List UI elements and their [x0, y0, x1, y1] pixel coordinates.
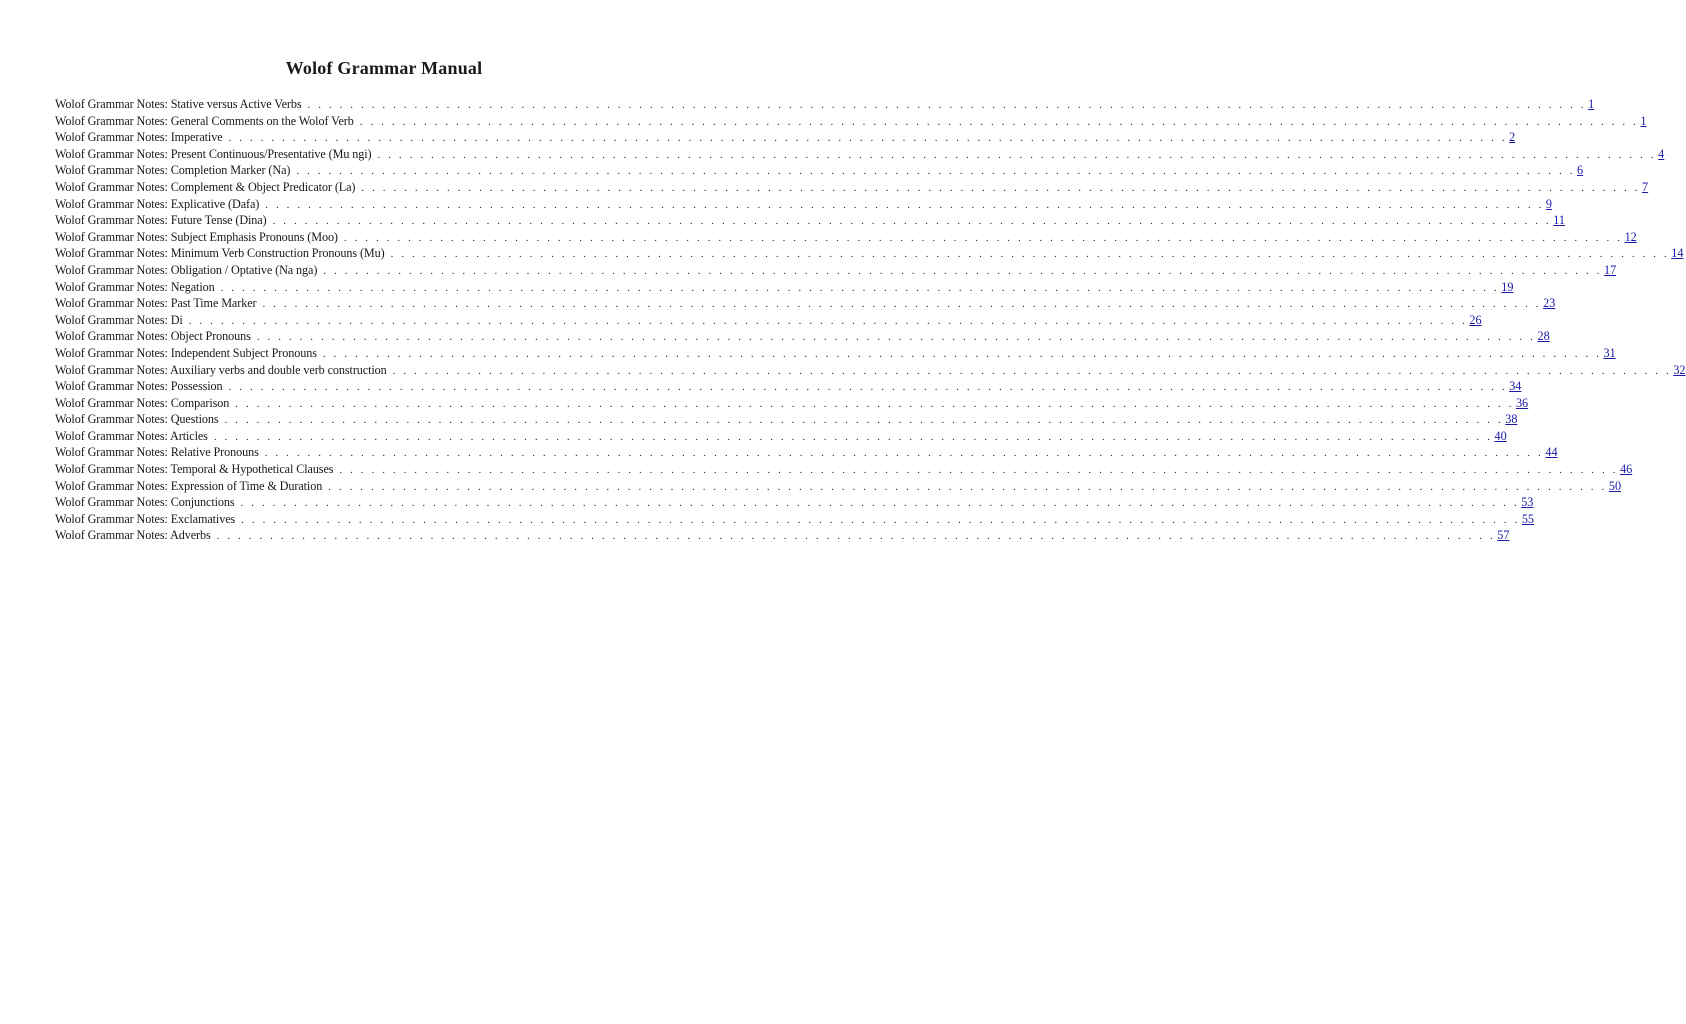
dot-leader: . . . . . . . . . . . . . . . . . . . . . . . . . . . . . . . . . . . . . . . . . . . . . . . . . . . . . . . . . . . . . . . . . . . . . . . . . . . . . . . . . . . . . . . . . . . . . . . . . . . . . . . . . . . . . . . . . . . . . . . .: [228, 381, 1508, 394]
toc-entry-label: Wolof Grammar Notes: Comparison: [55, 395, 230, 410]
dot-leader: . . . . . . . . . . . . . . . . . . . . . . . . . . . . . . . . . . . . . . . . . . . . . . . . . . . . . . . . . . . . . . . . . . . . . . . . . . . . . . . . . . . . . . . . . . . . . . . . . . . . . . . . . . . . . . . . . . . . . . . .: [359, 115, 1639, 128]
toc-page-link[interactable]: 4: [1658, 146, 1665, 161]
dot-leader: . . . . . . . . . . . . . . . . . . . . . . . . . . . . . . . . . . . . . . . . . . . . . . . . . . . . . . . . . . . . . . . . . . . . . . . . . . . . . . . . . . . . . . . . . . . . . . . . . . . . . . . . . . . . . . . . . . . . . . . .: [216, 530, 1496, 543]
toc-entry: [55, 146, 1665, 163]
toc-page-link[interactable]: 40: [1494, 428, 1507, 443]
toc-entry-label: Wolof Grammar Notes: Past Time Marker: [55, 296, 257, 311]
dot-leader: . . . . . . . . . . . . . . . . . . . . . . . . . . . . . . . . . . . . . . . . . . . . . . . . . . . . . . . . . . . . . . . . . . . . . . . . . . . . . . . . . . . . . . . . . . . . . . . . . . . . . . . . . . . . . . . . . . . . . . . .: [265, 198, 1544, 211]
toc-page-link[interactable]: 23: [1543, 296, 1556, 311]
toc-entry: [55, 245, 1684, 262]
dot-leader: . . . . . . . . . . . . . . . . . . . . . . . . . . . . . . . . . . . . . . . . . . . . . . . . . . . . . . . . . . . . . . . . . . . . . . . . . . . . . . . . . . . . . . . . . . . . . . . . . . . . . . . . . . . . . . . . . . . . . . . .: [339, 464, 1619, 477]
toc-entry: [55, 113, 1647, 130]
toc-entry: [55, 511, 1535, 528]
dot-leader: . . . . . . . . . . . . . . . . . . . . . . . . . . . . . . . . . . . . . . . . . . . . . . . . . . . . . . . . . . . . . . . . . . . . . . . . . . . . . . . . . . . . . . . . . . . . . . . . . . . . . . . . . . . . . . . . . . . . . . . .: [240, 497, 1520, 510]
toc-page-link[interactable]: 38: [1505, 412, 1518, 427]
toc-entry: [55, 229, 1637, 246]
toc-entry-label: Wolof Grammar Notes: Present Continuous/Presentative (Mu ngi): [55, 146, 372, 161]
toc-page-link[interactable]: 7: [1642, 179, 1649, 194]
dot-leader: . . . . . . . . . . . . . . . . . . . . . . . . . . . . . . . . . . . . . . . . . . . . . . . . . . . . . . . . . . . . . . . . . . . . . . . . . . . . . . . . . . . . . . . . . . . . . . . . . . . . . . . . . . . . . . . . . . . . . . . .: [188, 314, 1468, 327]
toc-entry-label: Wolof Grammar Notes: Imperative: [55, 130, 223, 145]
toc-entry: [55, 162, 1584, 179]
toc-entry: [55, 395, 1529, 412]
page-title: Wolof Grammar Manual: [285, 58, 483, 78]
dot-leader: . . . . . . . . . . . . . . . . . . . . . . . . . . . . . . . . . . . . . . . . . . . . . . . . . . . . . . . . . . . . . . . . . . . . . . . . . . . . . . . . . . . . . . . . . . . . . . . . . . . . . . . . . . . . . . . . . . . . . . . .: [220, 281, 1500, 294]
dot-leader: . . . . . . . . . . . . . . . . . . . . . . . . . . . . . . . . . . . . . . . . . . . . . . . . . . . . . . . . . . . . . . . . . . . . . . . . . . . . . . . . . . . . . . . . . . . . . . . . . . . . . . . . . . . . . . . . . . . . . . . .: [264, 447, 1544, 460]
dot-leader: . . . . . . . . . . . . . . . . . . . . . . . . . . . . . . . . . . . . . . . . . . . . . . . . . . . . . . . . . . . . . . . . . . . . . . . . . . . . . . . . . . . . . . . . . . . . . . . . . . . . . . . . . . . . . . . . . . . . . . . .: [235, 397, 1514, 410]
dot-leader: . . . . . . . . . . . . . . . . . . . . . . . . . . . . . . . . . . . . . . . . . . . . . . . . . . . . . . . . . . . . . . . . . . . . . . . . . . . . . . . . . . . . . . . . . . . . . . . . . . . . . . . . . . . . . . . . . . . . . . . .: [296, 165, 1576, 178]
dot-leader: . . . . . . . . . . . . . . . . . . . . . . . . . . . . . . . . . . . . . . . . . . . . . . . . . . . . . . . . . . . . . . . . . . . . . . . . . . . . . . . . . . . . . . . . . . . . . . . . . . . . . . . . . . . . . . . . . . . . . . . .: [228, 132, 1508, 145]
toc-page-link[interactable]: 1: [1588, 97, 1595, 111]
toc-entry-label: Wolof Grammar Notes: Articles: [55, 428, 208, 443]
dot-leader: . . . . . . . . . . . . . . . . . . . . . . . . . . . . . . . . . . . . . . . . . . . . . . . . . . . . . . . . . . . . . . . . . . . . . . . . . . . . . . . . . . . . . . . . . . . . . . . . . . . . . . . . . . . . . . . . . . . . . . . .: [307, 99, 1587, 111]
toc-entry: [55, 428, 1507, 445]
toc-entry-label: Wolof Grammar Notes: Expression of Time & Duration: [55, 478, 323, 493]
toc-page-link[interactable]: 19: [1501, 279, 1514, 294]
toc-entry: [55, 196, 1553, 213]
toc-entry-label: Wolof Grammar Notes: Auxiliary verbs and double verb construction: [55, 362, 387, 377]
toc-page-link[interactable]: 14: [1671, 246, 1684, 261]
toc-page-link[interactable]: 6: [1577, 163, 1584, 178]
toc-entry-label: Wolof Grammar Notes: Obligation / Optative (Na nga): [55, 262, 318, 277]
toc-entry-label: Wolof Grammar Notes: Negation: [55, 279, 215, 294]
toc-page-link[interactable]: 26: [1469, 312, 1482, 327]
toc-page-link[interactable]: 46: [1620, 462, 1633, 477]
toc-entry: [55, 362, 1686, 379]
toc-entry-label: Wolof Grammar Notes: Possession: [55, 379, 223, 394]
toc-page-link[interactable]: 55: [1521, 511, 1535, 526]
toc-entry-label: Wolof Grammar Notes: Subject Emphasis Pronouns (Moo): [55, 229, 338, 244]
toc-entry: [55, 378, 1522, 395]
toc-entry: [55, 129, 1516, 146]
toc-page-link[interactable]: 12: [1624, 229, 1637, 244]
toc-entry: [55, 345, 1616, 362]
toc-page-link[interactable]: 34: [1509, 379, 1522, 394]
toc-page-link[interactable]: 9: [1545, 196, 1553, 211]
toc-entry-label: Wolof Grammar Notes: Relative Pronouns: [55, 445, 259, 460]
toc-entry-label: Wolof Grammar Notes: Independent Subject Pronouns: [55, 345, 317, 360]
table-of-contents: [55, 96, 1686, 544]
dot-leader: . . . . . . . . . . . . . . . . . . . . . . . . . . . . . . . . . . . . . . . . . . . . . . . . . . . . . . . . . . . . . . . . . . . . . . . . . . . . . . . . . . . . . . . . . . . . . . . . . . . . . . . . . . . . . . . . . . . . . . . .: [322, 347, 1602, 360]
toc-entry-label: Wolof Grammar Notes: Explicative (Dafa): [55, 196, 260, 211]
toc-page-link[interactable]: 1: [1640, 113, 1647, 128]
dot-leader: . . . . . . . . . . . . . . . . . . . . . . . . . . . . . . . . . . . . . . . . . . . . . . . . . . . . . . . . . . . . . . . . . . . . . . . . . . . . . . . . . . . . . . . . . . . . . . . . . . . . . . . . . . . . . . . . . . . . . . . .: [224, 414, 1504, 427]
toc-entry-label: Wolof Grammar Notes: Di: [55, 312, 183, 327]
toc-entry: [55, 461, 1633, 478]
toc-entry: [55, 444, 1558, 461]
dot-leader: . . . . . . . . . . . . . . . . . . . . . . . . . . . . . . . . . . . . . . . . . . . . . . . . . . . . . . . . . . . . . . . . . . . . . . . . . . . . . . . . . . . . . . . . . . . . . . . . . . . . . . . . . . . . . . . . . . . . . . . .: [213, 430, 1493, 443]
toc-page-link[interactable]: 36: [1515, 395, 1529, 410]
dot-leader: . . . . . . . . . . . . . . . . . . . . . . . . . . . . . . . . . . . . . . . . . . . . . . . . . . . . . . . . . . . . . . . . . . . . . . . . . . . . . . . . . . . . . . . . . . . . . . . . . . . . . . . . . . . . . . . . . . . . . . . .: [262, 298, 1542, 311]
toc-page-link[interactable]: 50: [1608, 478, 1622, 493]
toc-page-link[interactable]: 44: [1545, 445, 1558, 460]
toc-page-link[interactable]: 57: [1497, 528, 1510, 543]
dot-leader: . . . . . . . . . . . . . . . . . . . . . . . . . . . . . . . . . . . . . . . . . . . . . . . . . . . . . . . . . . . . . . . . . . . . . . . . . . . . . . . . . . . . . . . . . . . . . . . . . . . . . . . . . . . . . . . . . . . . . . . .: [323, 264, 1602, 277]
toc-page-link[interactable]: 32: [1673, 362, 1686, 377]
dot-leader: . . . . . . . . . . . . . . . . . . . . . . . . . . . . . . . . . . . . . . . . . . . . . . . . . . . . . . . . . . . . . . . . . . . . . . . . . . . . . . . . . . . . . . . . . . . . . . . . . . . . . . . . . . . . . . . . . . . . . . . .: [361, 181, 1641, 194]
toc-entry-label: Wolof Grammar Notes: Temporal & Hypothetical Clauses: [55, 462, 334, 477]
toc-entry-label: Wolof Grammar Notes: Adverbs: [55, 528, 211, 543]
toc-entry: [55, 494, 1534, 511]
toc-page-link[interactable]: 17: [1603, 262, 1617, 277]
toc-page-link[interactable]: 2: [1509, 130, 1516, 145]
toc-entry-label: Wolof Grammar Notes: Stative versus Active Verbs: [55, 97, 302, 111]
toc-entry-label: Wolof Grammar Notes: Minimum Verb Construction Pronouns (Mu): [55, 246, 385, 261]
toc-page-link[interactable]: 53: [1521, 495, 1534, 510]
toc-entry: [55, 411, 1518, 428]
toc-entry: [55, 96, 1595, 113]
toc-entry-label: Wolof Grammar Notes: General Comments on the Wolof Verb: [55, 113, 354, 128]
toc-page-link[interactable]: 31: [1603, 345, 1616, 360]
toc-page-link[interactable]: 28: [1537, 329, 1550, 344]
toc-entry-label: Wolof Grammar Notes: Object Pronouns: [55, 329, 251, 344]
dot-leader: . . . . . . . . . . . . . . . . . . . . . . . . . . . . . . . . . . . . . . . . . . . . . . . . . . . . . . . . . . . . . . . . . . . . . . . . . . . . . . . . . . . . . . . . . . . . . . . . . . . . . . . . . . . . . . . . . . . . . . . .: [390, 248, 1670, 261]
toc-entry: [55, 212, 1565, 229]
toc-entry: [55, 328, 1550, 345]
toc-entry: [55, 295, 1556, 312]
toc-entry: [55, 312, 1482, 329]
toc-entry-label: Wolof Grammar Notes: Conjunctions: [55, 495, 235, 510]
toc-entry: [55, 179, 1649, 196]
dot-leader: . . . . . . . . . . . . . . . . . . . . . . . . . . . . . . . . . . . . . . . . . . . . . . . . . . . . . . . . . . . . . . . . . . . . . . . . . . . . . . . . . . . . . . . . . . . . . . . . . . . . . . . . . . . . . . . . . . . . . . . .: [377, 148, 1657, 161]
toc-entry: [55, 262, 1617, 279]
dot-leader: . . . . . . . . . . . . . . . . . . . . . . . . . . . . . . . . . . . . . . . . . . . . . . . . . . . . . . . . . . . . . . . . . . . . . . . . . . . . . . . . . . . . . . . . . . . . . . . . . . . . . . . . . . . . . . . . . . . . . . . .: [328, 480, 1607, 493]
toc-entry: [55, 478, 1622, 495]
toc-entry-label: Wolof Grammar Notes: Questions: [55, 412, 219, 427]
toc-entry-label: Wolof Grammar Notes: Completion Marker (Na): [55, 163, 291, 178]
toc-entry: [55, 279, 1514, 296]
toc-entry: [55, 527, 1510, 544]
dot-leader: . . . . . . . . . . . . . . . . . . . . . . . . . . . . . . . . . . . . . . . . . . . . . . . . . . . . . . . . . . . . . . . . . . . . . . . . . . . . . . . . . . . . . . . . . . . . . . . . . . . . . . . . . . . . . . . . . . . . . . . .: [241, 513, 1520, 526]
dot-leader: . . . . . . . . . . . . . . . . . . . . . . . . . . . . . . . . . . . . . . . . . . . . . . . . . . . . . . . . . . . . . . . . . . . . . . . . . . . . . . . . . . . . . . . . . . . . . . . . . . . . . . . . . . . . . . . . . . . . . . . .: [392, 364, 1672, 377]
toc-page-link[interactable]: 11: [1553, 213, 1565, 228]
toc-entry-label: Wolof Grammar Notes: Complement & Object Predicator (La): [55, 179, 356, 194]
dot-leader: . . . . . . . . . . . . . . . . . . . . . . . . . . . . . . . . . . . . . . . . . . . . . . . . . . . . . . . . . . . . . . . . . . . . . . . . . . . . . . . . . . . . . . . . . . . . . . . . . . . . . . . . . . . . . . . . . . . . . . . .: [343, 231, 1623, 244]
dot-leader: . . . . . . . . . . . . . . . . . . . . . . . . . . . . . . . . . . . . . . . . . . . . . . . . . . . . . . . . . . . . . . . . . . . . . . . . . . . . . . . . . . . . . . . . . . . . . . . . . . . . . . . . . . . . . . . . . . . . . . . .: [256, 331, 1536, 344]
toc-entry-label: Wolof Grammar Notes: Future Tense (Dina): [55, 213, 267, 228]
dot-leader: . . . . . . . . . . . . . . . . . . . . . . . . . . . . . . . . . . . . . . . . . . . . . . . . . . . . . . . . . . . . . . . . . . . . . . . . . . . . . . . . . . . . . . . . . . . . . . . . . . . . . . . . . . . . . . . . . . . . . . . .: [272, 215, 1552, 228]
toc-entry-label: Wolof Grammar Notes: Exclamatives: [55, 511, 236, 526]
